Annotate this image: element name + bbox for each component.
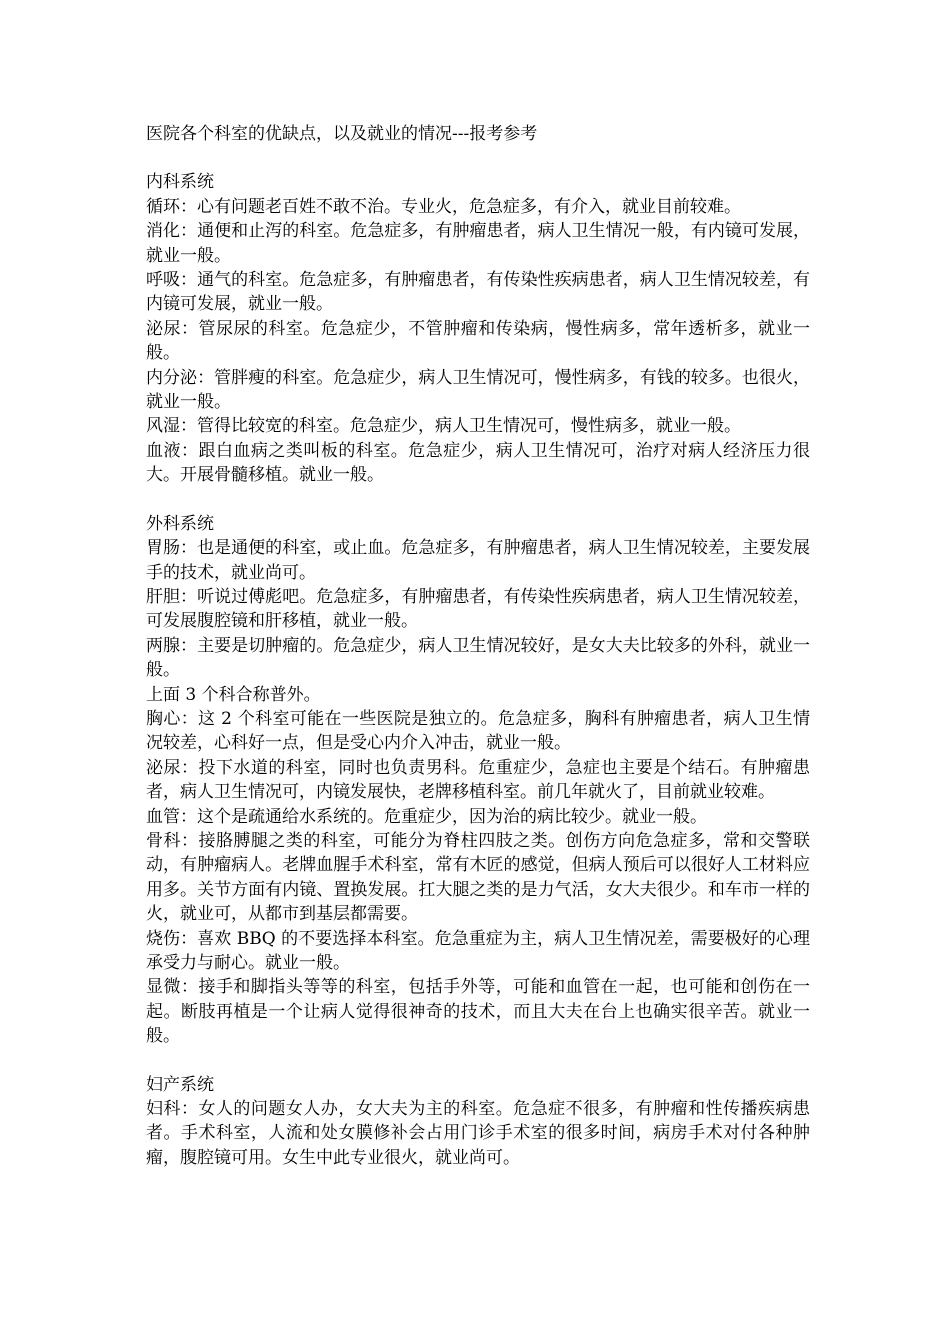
section-heading: 妇产系统 [146,1074,214,1095]
paragraph: 风湿：管得比较宽的科室。危急症少，病人卫生情况可，慢性病多，就业一般。 [146,416,741,437]
document-title: 医院各个科室的优缺点，以及就业的情况---报考参考 [146,124,538,144]
document-page [146,122,810,1170]
paragraph: 循环：心有问题老百姓不敢不治。专业火，危急症多，有介入，就业目前较难。 [146,196,741,217]
paragraph: 两腺：主要是切肿瘤的。危急症少，病人卫生情况较好，是女大夫比较多的外科，就业一般。 [146,635,810,681]
paragraph: 消化：通便和止泻的科室。危急症多，有肿瘤患者，病人卫生情况一般，有内镜可发展，就业一般。 [146,221,810,266]
paragraph: 上面 3 个科合称普外。 [146,684,321,705]
paragraph: 骨科：接胳膊腿之类的科室，可能分为脊柱四肢之类。创伤方向危急症多，常和交警联动，有肿瘤病人。老牌血腥手术科室，常有木匠的感觉，但病人预后可以很好人工材料应用多。关节方面有内镜、置换发展。扛大腿之类的是力气活，女大夫很少。和车市一样的火，就业可，从都市到基层都需要。 [146,830,810,925]
paragraph: 血管：这个是疏通给水系统的。危重症少，因为治的病比较少。就业一般。 [146,806,707,827]
paragraph: 肝胆：听说过傅彪吧。危急症多，有肿瘤患者，有传染性疾病患者，病人卫生情况较差，可发展腹腔镜和肝移植，就业一般。 [146,586,810,632]
paragraph: 显微：接手和脚指头等等的科室，包括手外等，可能和血管在一起，也可能和创伤在一起。断肢再植是一个让病人觉得很神奇的技术，而且大夫在台上也确实很辛苦。就业一般。 [146,977,810,1047]
section-internal-medicine [146,170,810,487]
section-heading: 外科系统 [146,513,214,534]
paragraph: 内分泌：管胖瘦的科室。危急症少，病人卫生情况可，慢性病多，有钱的较多。也很火，就业一般。 [146,367,810,413]
paragraph: 妇科：女人的问题女人办，女大夫为主的科室。危急症不很多，有肿瘤和性传播疾病患者。手术科室，人流和处女膜修补会占用门诊手术室的很多时间，病房手术对付各种肿瘤，腹腔镜可用。女生中此专业很火，就业尚可。 [146,1099,810,1168]
paragraph: 胃肠：也是通便的科室，或止血。危急症多，有肿瘤患者，病人卫生情况较差，主要发展手的技术，就业尚可。 [146,538,810,583]
paragraph: 泌尿：投下水道的科室，同时也负责男科。危重症少，急症也主要是个结石。有肿瘤患者，病人卫生情况可，内镜发展快，老牌移植科室。前几年就火了，目前就业较难。 [146,757,810,803]
paragraph: 烧伤：喜欢 BBQ 的不要选择本科室。危急重症为主，病人卫生情况差，需要极好的心理承受力与耐心。就业一般。 [146,928,810,973]
section-surgery [146,512,810,1049]
section-obstetrics-gynecology [146,1073,810,1171]
paragraph: 血液：跟白血病之类叫板的科室。危急症少，病人卫生情况可，治疗对病人经济压力很大。开展骨髓移植。就业一般。 [146,440,810,486]
section-heading: 内科系统 [146,172,214,193]
paragraph: 呼吸：通气的科室。危急症多，有肿瘤患者，有传染性疾病患者，病人卫生情况较差，有内镜可发展，就业一般。 [146,270,810,315]
paragraph: 泌尿：管尿尿的科室。危急症少，不管肿瘤和传染病，慢性病多，常年透析多，就业一般。 [146,318,810,364]
paragraph: 胸心：这 2 个科室可能在一些医院是独立的。危急症多，胸科有肿瘤患者，病人卫生情况较差，心科好一点，但是受心内介入冲击，就业一般。 [146,708,810,754]
